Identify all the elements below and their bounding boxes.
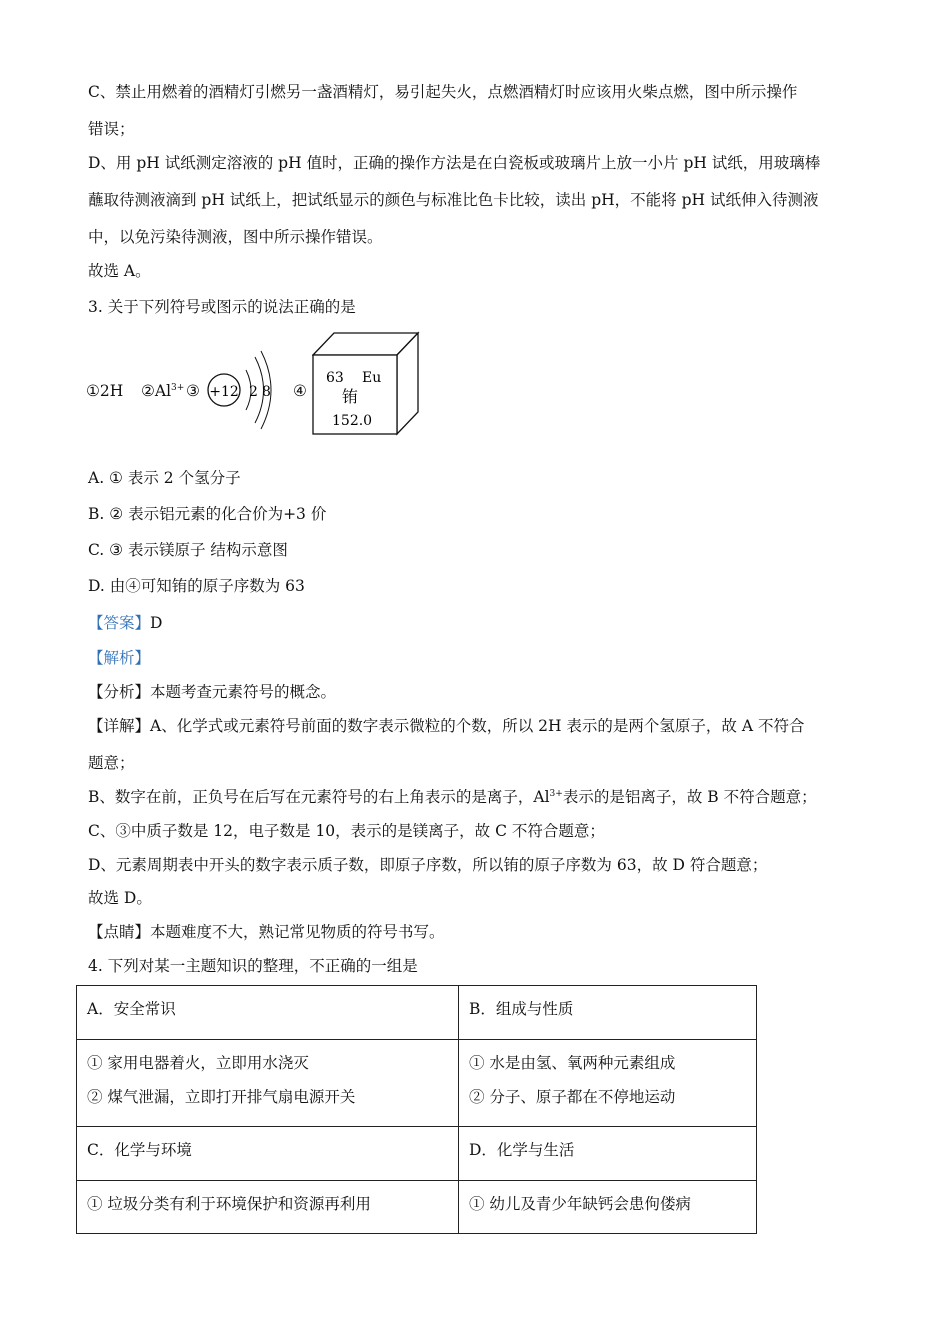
- option-d: D. 由④可知铕的原子序数为 63: [88, 577, 305, 595]
- text-line: D、用 pH 试纸测定溶液的 pH 值时，正确的操作方法是在白瓷板或玻璃片上放一小片 pH 试纸，用玻璃棒: [88, 154, 821, 172]
- knowledge-table: [76, 985, 757, 1234]
- option-a: A. ① 表示 2 个氢分子: [88, 469, 241, 487]
- element-name: 铕: [342, 387, 359, 406]
- text-line: 蘸取待测液滴到 pH 试纸上，把试纸显示的颜色与标准比色卡比较，读出 pH，不能将 pH 试纸伸入待测液: [88, 191, 819, 209]
- item-3-label: ③: [186, 382, 200, 400]
- text-line: 故选 A。: [88, 262, 151, 280]
- table-cell: ① 垃圾分类有利于环境保护和资源再利用: [77, 1181, 459, 1234]
- tip-line: 【点睛】本题难度不大，熟记常见物质的符号书写。: [88, 923, 445, 941]
- analysis-line: 【详解】A、化学式或元素符号前面的数字表示微粒的个数，所以 2H 表示的是两个氢原子，故 A 不符合: [88, 717, 805, 735]
- table-cell: D．化学与生活: [459, 1127, 757, 1181]
- table-cell: ① 幼儿及青少年缺钙会患佝偻病: [459, 1181, 757, 1234]
- option-b: B. ② 表示铝元素的化合价为+3 价: [88, 505, 327, 523]
- analysis-label: 【解析】: [88, 649, 151, 667]
- analysis-line: C、③中质子数是 12，电子数是 10，表示的是镁离子，故 C 不符合题意；: [88, 822, 605, 840]
- table-cell: ① 家用电器着火，立即用水浇灭 ② 煤气泄漏，立即打开排气扇电源开关: [77, 1040, 459, 1127]
- analysis-line: 故选 D。: [88, 889, 152, 907]
- question-3: 3. 关于下列符号或图示的说法正确的是: [88, 298, 356, 316]
- table-cell: C．化学与环境: [77, 1127, 459, 1181]
- question-3-figure: [86, 330, 446, 440]
- text-line: 错误；: [88, 120, 135, 138]
- analysis-line-b: B、数字在前，正负号在后写在元素符号的右上角表示的是离子，$Al^{3+}$表示的是铝离子，故 B 不符合题意；: [88, 788, 817, 806]
- shell-1-electrons: 2: [249, 384, 258, 400]
- question-4: 4. 下列对某一主题知识的整理，不正确的一组是: [88, 957, 418, 975]
- element-symbol: Eu: [362, 370, 382, 386]
- text-line: 中，以免污染待测液，图中所示操作错误。: [88, 228, 383, 246]
- atomic-number: 63: [326, 370, 344, 386]
- analysis-line: 【分析】本题考查元素符号的概念。: [88, 683, 337, 701]
- shell-2-electrons: 8: [262, 384, 271, 400]
- element-cell-europium: [312, 330, 422, 436]
- table-cell: ① 水是由氢、氧两种元素组成 ② 分子、原子都在不停地运动: [459, 1040, 757, 1127]
- answer-label: 【答案】: [88, 614, 151, 632]
- table-cell: B．组成与性质: [459, 986, 757, 1040]
- atomic-mass: 152.0: [332, 413, 373, 429]
- analysis-line: D、元素周期表中开头的数字表示质子数，即原子序数，所以铕的原子序数为 63，故 D 符合题意；: [88, 856, 768, 874]
- symbol-al-ion: $②Al^{3+}$: [141, 382, 185, 400]
- symbol-2h: ①2H: [86, 382, 124, 400]
- analysis-line: 题意；: [88, 754, 135, 772]
- answer-line: [88, 611, 162, 633]
- text-line: C、禁止用燃着的酒精灯引燃另一盏酒精灯，易引起失火，点燃酒精灯时应该用火柴点燃，图中所示操作: [88, 83, 798, 101]
- answer-value: D: [150, 614, 163, 632]
- item-4-label: ④: [293, 382, 307, 400]
- option-c: C. ③ 表示镁原子 结构示意图: [88, 541, 288, 559]
- atom-structure-diagram: [204, 345, 284, 435]
- nucleus-charge: +12: [209, 384, 239, 400]
- table-cell: A．安全常识: [77, 986, 459, 1040]
